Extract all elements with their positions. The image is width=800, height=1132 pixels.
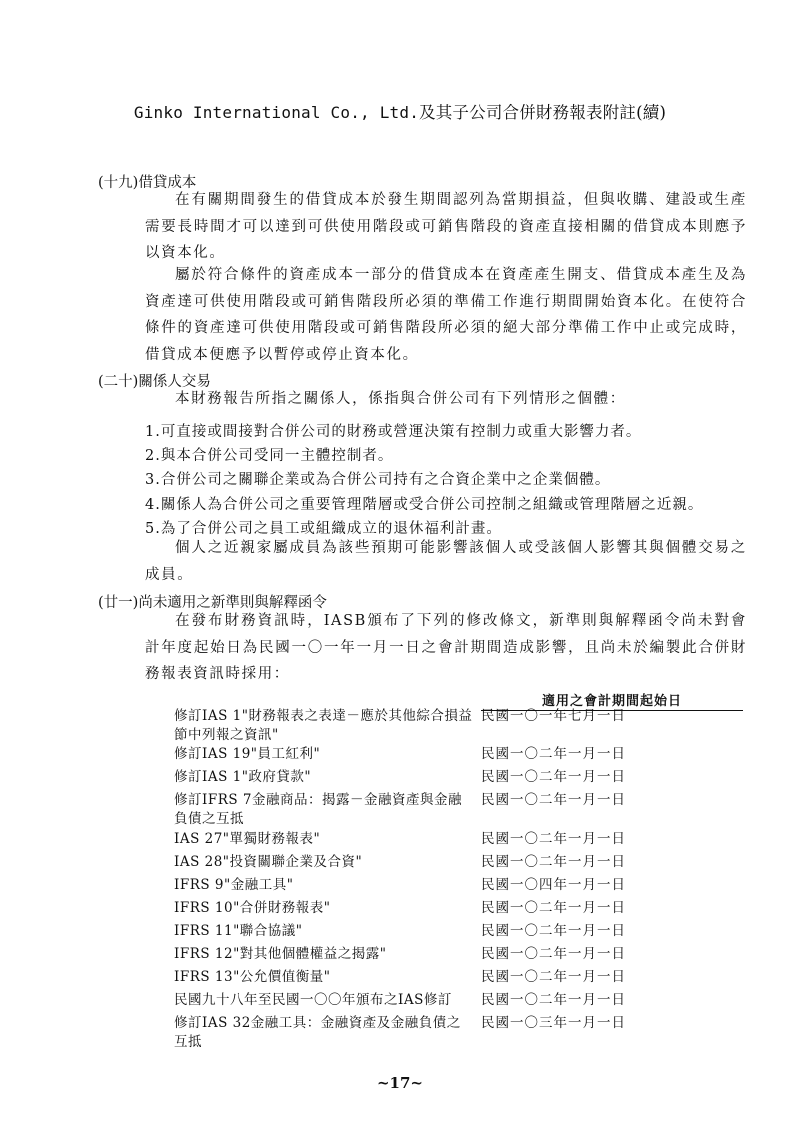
related-party-item: 4.關係人為合併公司之重要管理階層或受合併公司控制之組織或管理階層之近親。 — [145, 497, 704, 513]
related-party-item: 5.為了合併公司之員工或組織成立的退休福利計畫。 — [145, 521, 502, 537]
standard-name: IFRS 13"公允價值衡量" — [174, 969, 331, 985]
effective-date: 民國一〇二年一月一日 — [481, 831, 626, 847]
section-heading-related-party: (二十)關係人交易 — [98, 374, 211, 390]
standard-name: 修訂IFRS 7金融商品：揭露－金融資產與金融負債之互抵 — [174, 792, 462, 827]
effective-date: 民國一〇二年一月一日 — [481, 992, 626, 1008]
company-name: Ginko International Co., Ltd. — [133, 103, 420, 122]
new-standards-intro: 在發布財務資訊時，IASB頒布了下列的修改條文，新準則與解釋函令尚未對會計年度起始日為民國一〇一年一月一日之會計期間造成影響，且尚未於編製此合併財務報表資訊時採用： — [145, 613, 747, 682]
page-title — [0, 99, 800, 123]
effective-date: 民國一〇四年一月一日 — [481, 877, 626, 893]
standard-name: 修訂IAS 19"員工紅利" — [174, 746, 321, 762]
standard-name: 修訂IAS 1"政府貸款" — [174, 769, 312, 785]
effective-date: 民國一〇三年一月一日 — [481, 1015, 626, 1031]
effective-date: 民國一〇二年一月一日 — [481, 900, 626, 916]
standard-name: IFRS 9"金融工具" — [174, 877, 294, 893]
effective-date: 民國一〇二年一月一日 — [481, 946, 626, 962]
section-heading-borrowing-costs: (十九)借貸成本 — [98, 175, 197, 191]
standard-name: 民國九十八年至民國一〇〇年頒布之IAS修訂 — [174, 992, 452, 1008]
standard-name: IAS 27"單獨財務報表" — [174, 831, 321, 847]
related-party-item: 2.與本合併公司受同一主體控制者。 — [145, 448, 394, 464]
standard-name: IAS 28"投資關聯企業及合資" — [174, 854, 363, 870]
standard-name: IFRS 11"聯合協議" — [174, 923, 303, 939]
borrowing-costs-paragraph-1: 在有關期間發生的借貸成本於發生期間認列為當期損益，但與收購、建設或生產需要長時間才可以達到可供使用階段或可銷售階段的資產直接相關的借貸成本則應予以資本化。 — [145, 192, 747, 261]
effective-date: 民國一〇二年一月一日 — [481, 969, 626, 985]
effective-date: 民國一〇一年七月一日 — [481, 708, 626, 724]
page-number: ~17~ — [376, 1074, 423, 1092]
related-party-item: 3.合併公司之關聯企業或為合併公司持有之合資企業中之企業個體。 — [145, 472, 611, 488]
borrowing-costs-paragraph-2: 屬於符合條件的資產成本一部分的借貸成本在資產產生開支、借貸成本產生及為資產達可供使用階段或可銷售階段所必須的準備工作進行期間開始資本化。在使符合條件的資產達可供使用階段或可銷售階段所必須的絕大部分準備工作中止或完成時，借貸成本便應予以暫停或停止資本化。 — [145, 267, 747, 363]
table-header-effective-date: 適用之會計期間起始日 — [481, 690, 743, 711]
title-suffix: 及其子公司合併財務報表附註(續) — [419, 103, 667, 122]
effective-date: 民國一〇二年一月一日 — [481, 854, 626, 870]
standard-name: IFRS 10"合併財務報表" — [174, 900, 331, 916]
standard-name: IFRS 12"對其他個體權益之揭露" — [174, 946, 387, 962]
related-party-closing: 個人之近親家屬成員為該些預期可能影響該個人或受該個人影響其與個體交易之成員。 — [145, 540, 747, 583]
effective-date: 民國一〇二年一月一日 — [481, 792, 626, 808]
related-party-intro: 本財務報告所指之關係人，係指與合併公司有下列情形之個體： — [175, 391, 626, 407]
effective-date: 民國一〇二年一月一日 — [481, 769, 626, 785]
related-party-item: 1.可直接或間接對合併公司的財務或營運決策有控制力或重大影響力者。 — [145, 424, 642, 440]
effective-date: 民國一〇二年一月一日 — [481, 746, 626, 762]
effective-date: 民國一〇二年一月一日 — [481, 923, 626, 939]
standard-name: 修訂IAS 1"財務報表之表達－應於其他綜合損益節中列報之資訊" — [174, 708, 473, 743]
section-heading-new-standards: (廿一)尚未適用之新準則與解釋函令 — [98, 595, 327, 611]
standard-name: 修訂IAS 32金融工具：金融資產及金融負債之互抵 — [174, 1015, 461, 1050]
